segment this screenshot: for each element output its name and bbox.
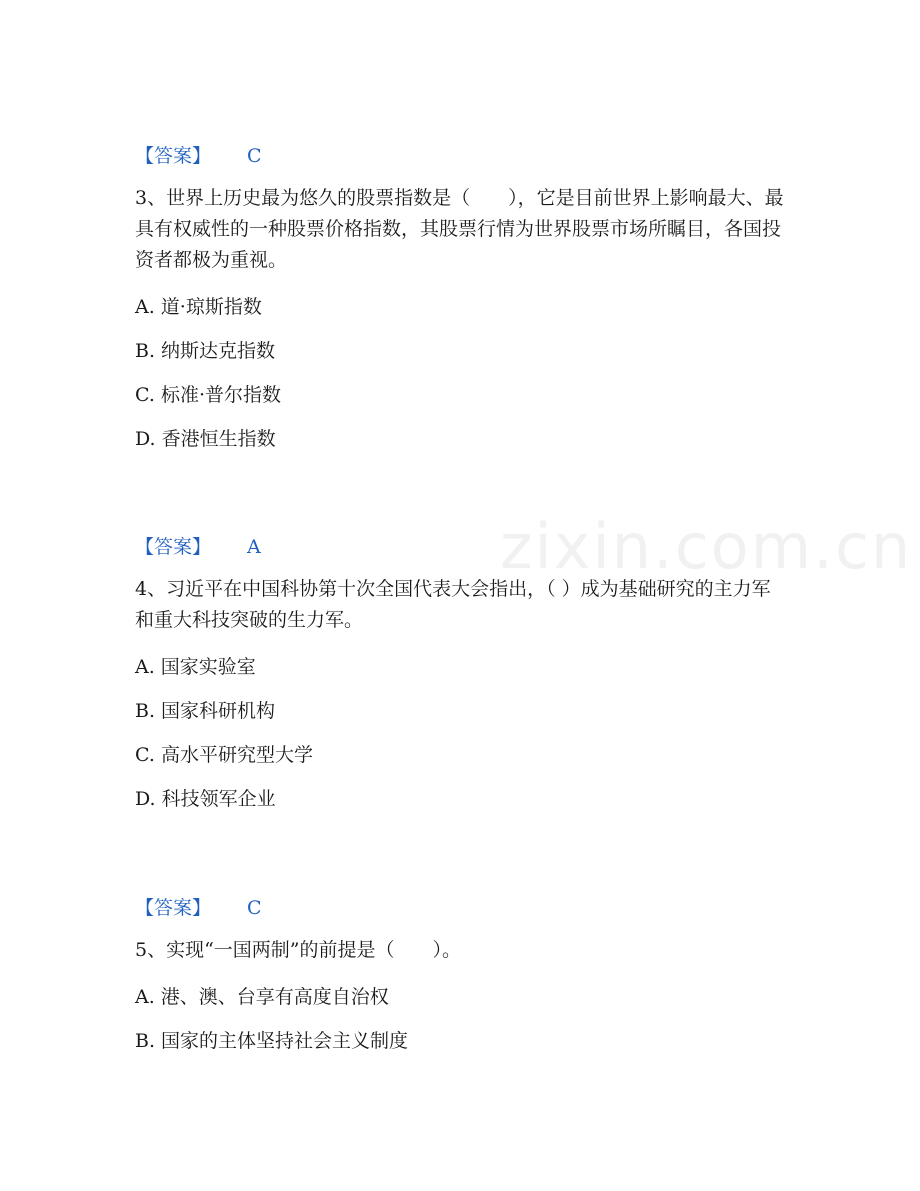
answer-value: C (247, 897, 262, 919)
question-block-3 (135, 143, 785, 452)
question-text: 4、习近平在中国科协第十次全国代表大会指出，（ ）成为基础研究的主力军和重大科技突破的生力军。 (135, 578, 771, 631)
question-text: 3、世界上历史最为悠久的股票指数是（ ），它是目前世界上影响最大、最具有权威性的一种股票价格指数，其股票行情为世界股票市场所瞩目，各国投资者都极为重视。 (135, 187, 784, 271)
option-b: B. 纳斯达克指数 (135, 340, 276, 362)
option-d: D. 科技领军企业 (135, 788, 276, 810)
option-d: D. 香港恒生指数 (135, 428, 276, 450)
answer-value: A (247, 536, 261, 558)
option-a: A. 道·琼斯指数 (135, 296, 262, 318)
answer-tag: 【答案】 (135, 536, 212, 558)
option-c: C. 标准·普尔指数 (135, 384, 281, 406)
question-block-4 (135, 534, 785, 812)
option-c: C. 高水平研究型大学 (135, 744, 313, 766)
answer-tag: 【答案】 (135, 897, 212, 919)
option-b: B. 国家科研机构 (135, 700, 276, 722)
answer-value: C (247, 145, 262, 167)
watermark: zixin.com.cn (500, 510, 913, 583)
question-block-5 (135, 895, 785, 1054)
answer-tag: 【答案】 (135, 145, 212, 167)
answer-line (135, 534, 785, 560)
option-a: A. 港、澳、台享有高度自治权 (135, 986, 389, 1008)
answer-line (135, 895, 785, 921)
answer-line (135, 143, 785, 169)
option-a: A. 国家实验室 (135, 656, 256, 678)
question-text: 5、实现“一国两制”的前提是（ ）。 (135, 939, 462, 961)
option-b: B. 国家的主体坚持社会主义制度 (135, 1030, 409, 1052)
